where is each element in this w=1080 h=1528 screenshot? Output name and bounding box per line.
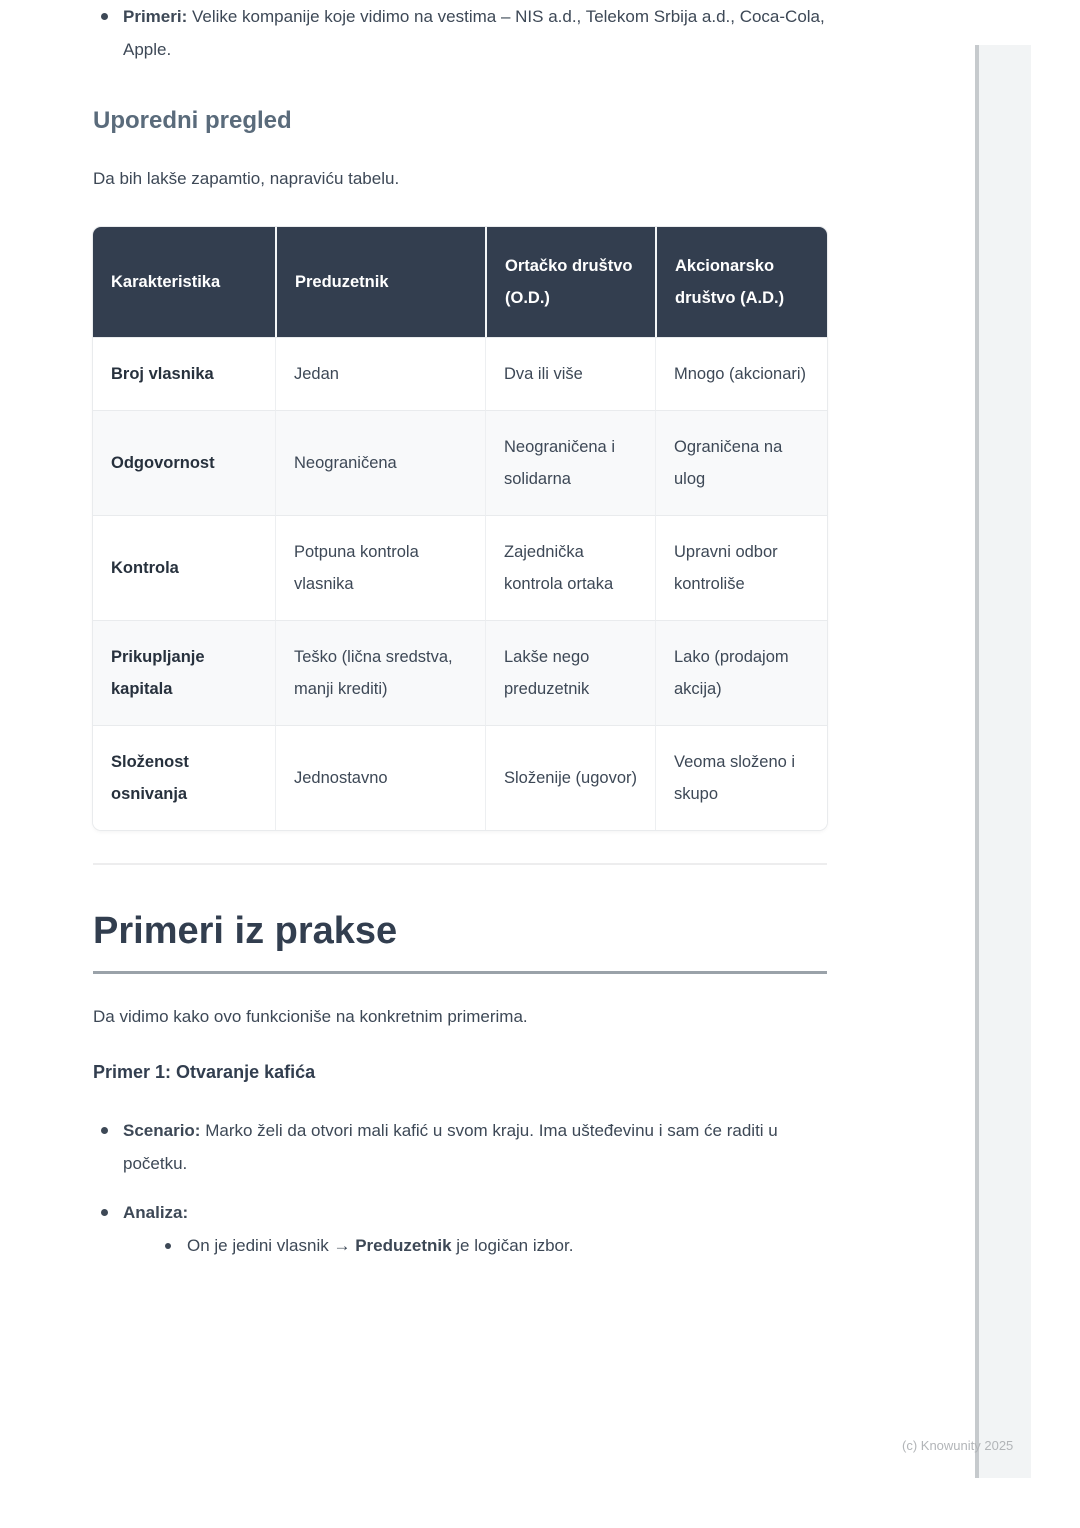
analysis-item-pre: On je jedini vlasnik → bbox=[187, 1236, 356, 1255]
table-cell: Lako (prodajom akcija) bbox=[655, 620, 827, 725]
table-cell: Mnogo (akcionari) bbox=[655, 337, 827, 410]
example1-title: Primer 1: Otvaranje kafića bbox=[93, 1062, 316, 1082]
table-row bbox=[93, 725, 827, 830]
analysis-item-post: je logičan izbor. bbox=[451, 1236, 574, 1255]
list-item bbox=[93, 1196, 827, 1262]
bullet-icon bbox=[165, 1243, 171, 1249]
table-row bbox=[93, 515, 827, 620]
table-cell: Neograničena bbox=[275, 410, 485, 515]
scenario-label: Scenario: bbox=[123, 1121, 201, 1140]
table-cell: Teško (lična sredstva, manji krediti) bbox=[275, 620, 485, 725]
bullet-icon bbox=[101, 13, 108, 20]
analysis-label: Analiza: bbox=[123, 1203, 189, 1222]
scrollbar-track[interactable] bbox=[975, 45, 1031, 1478]
document-page bbox=[93, 0, 827, 1262]
section-heading-uporedni-pregled: Uporedni pregled bbox=[93, 107, 292, 134]
table-row bbox=[93, 410, 827, 515]
row-label: Broj vlasnika bbox=[93, 337, 275, 410]
table-cell: Lakše nego preduzetnik bbox=[485, 620, 655, 725]
table-cell: Jednostavno bbox=[275, 725, 485, 830]
table-cell: Upravni odbor kontroliše bbox=[655, 515, 827, 620]
table-header-ortacko-drustvo: Ortačko društvo (O.D.) bbox=[485, 227, 655, 337]
table-cell: Dva ili više bbox=[485, 337, 655, 410]
table-cell: Zajednička kontrola ortaka bbox=[485, 515, 655, 620]
bullet-icon bbox=[101, 1209, 108, 1216]
scenario-text: Marko želi da otvori mali kafić u svom kraju. Ima ušteđevinu i sam će raditi u početku. bbox=[123, 1121, 778, 1173]
row-label: Prikupljanje kapitala bbox=[93, 620, 275, 725]
table-header-preduzetnik: Preduzetnik bbox=[275, 227, 485, 337]
intro-bullet-label: Primeri: bbox=[123, 7, 188, 26]
table-cell: Potpuna kontrola vlasnika bbox=[275, 515, 485, 620]
table-cell: Veoma složeno i skupo bbox=[655, 725, 827, 830]
section-divider bbox=[93, 863, 827, 865]
bullet-icon bbox=[101, 1127, 108, 1134]
table-header-akcionarsko-drustvo: Akcionarsko društvo (A.D.) bbox=[655, 227, 827, 337]
table-cell: Neograničena i solidarna bbox=[485, 410, 655, 515]
practice-lead-text: Da vidimo kako ovo funkcioniše na konkretnim primerima. bbox=[93, 1007, 528, 1026]
example1-list bbox=[93, 1114, 827, 1262]
comparison-table bbox=[93, 227, 827, 830]
row-label: Odgovornost bbox=[93, 410, 275, 515]
analysis-bullet bbox=[123, 1203, 188, 1222]
table-cell: Složenije (ugovor) bbox=[485, 725, 655, 830]
analysis-sublist bbox=[123, 1229, 827, 1262]
table-row bbox=[93, 620, 827, 725]
table-cell: Jedan bbox=[275, 337, 485, 410]
comparison-lead-text: Da bih lakše zapamtio, napraviću tabelu. bbox=[93, 169, 400, 188]
intro-bullet-text: Velike kompanije koje vidimo na vestima – NIS a.d., Telekom Srbija a.d., Coca-Cola, Apple. bbox=[123, 7, 825, 59]
page-heading-primeri-iz-prakse: Primeri iz prakse bbox=[93, 907, 827, 974]
list-item bbox=[93, 0, 827, 66]
table-header-row bbox=[93, 227, 827, 337]
analysis-item-bold: Preduzetnik bbox=[355, 1236, 452, 1255]
table-header-karakteristika: Karakteristika bbox=[93, 227, 275, 337]
row-label: Složenost osnivanja bbox=[93, 725, 275, 830]
table-row bbox=[93, 337, 827, 410]
watermark: (c) Knowunity 2025 bbox=[902, 1438, 1014, 1453]
scenario-bullet bbox=[123, 1121, 778, 1173]
table-cell: Ograničena na ulog bbox=[655, 410, 827, 515]
intro-bullet bbox=[123, 7, 825, 59]
analysis-item bbox=[187, 1236, 573, 1255]
intro-list bbox=[93, 0, 827, 66]
list-item bbox=[157, 1229, 827, 1262]
row-label: Kontrola bbox=[93, 515, 275, 620]
list-item bbox=[93, 1114, 827, 1180]
